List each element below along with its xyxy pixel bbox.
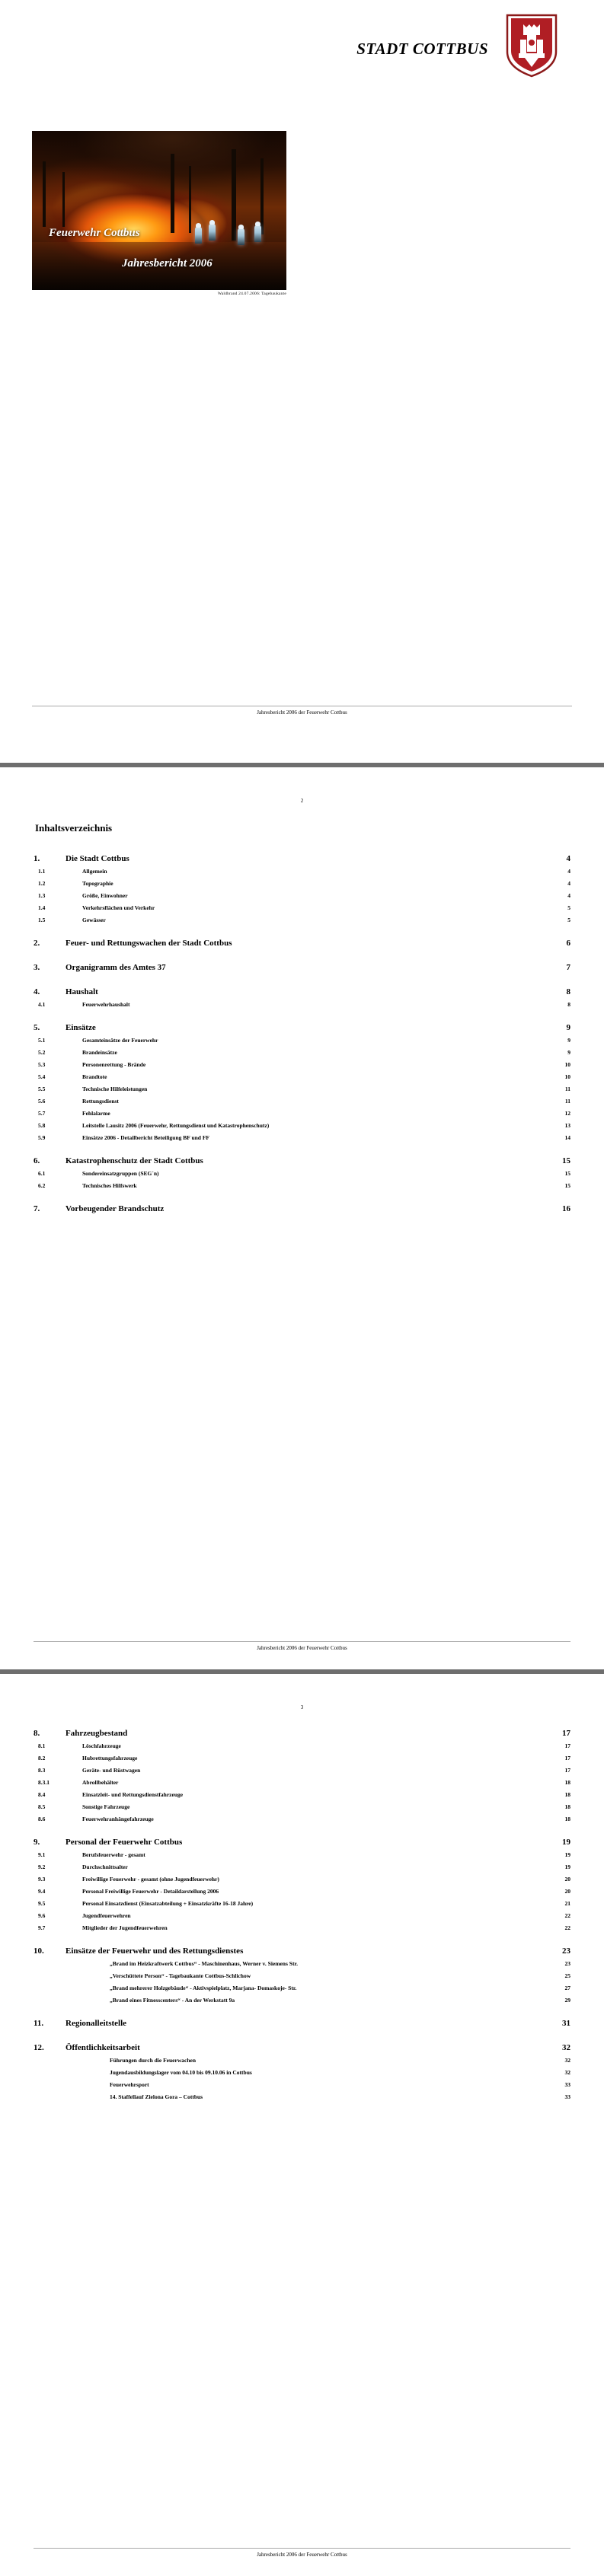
toc-entry-page: 32: [562, 2043, 570, 2052]
toc-entry-label: Einsätze 2006 - Detailbericht Beteiligung BF und FF: [82, 1134, 210, 1141]
toc-entry-page: 29: [564, 1997, 570, 2004]
toc-entry-number: 8.3.1: [38, 1779, 50, 1786]
toc-entry-number: 8.6: [38, 1816, 46, 1822]
toc-entry-page: 6: [566, 939, 570, 948]
toc-entry-number: 11.: [34, 2019, 44, 2028]
toc-entry-label: Brandtote: [82, 1073, 107, 1080]
toc-entry-page: 8: [567, 1001, 570, 1008]
toc-entry-page: 17: [562, 1729, 570, 1738]
toc-entry-label: „Brand eines Fitnesscenters“ - An der Werkstatt 9a: [110, 1997, 235, 2004]
toc-entry-page: 23: [562, 1946, 570, 1956]
toc-entry-label: „Brand im Heizkraftwerk Cottbus“ - Maschinenhaus, Werner v. Siemens Str.: [110, 1960, 298, 1967]
toc-entry-page: 15: [562, 1156, 570, 1165]
toc-entry[interactable]: [34, 1122, 570, 1129]
toc-entry-label: Abrollbehälter: [82, 1779, 119, 1786]
toc-entry-label: Hubrettungsfahrzeuge: [82, 1755, 138, 1761]
toc-entry-page: 32: [564, 2069, 570, 2076]
toc-entry[interactable]: [34, 868, 570, 875]
toc-entry-label: Leitstelle Lausitz 2006 (Feuerwehr, Rettungsdienst und Katastrophenschutz): [82, 1122, 270, 1129]
toc-entry-label: Löschfahrzeuge: [82, 1742, 121, 1749]
toc-entry-page: 17: [564, 1755, 570, 1761]
toc-entry[interactable]: [34, 1960, 570, 1967]
toc-entry-label: Einsätze der Feuerwehr und des Rettungsdienstes: [66, 1946, 244, 1956]
toc-entry-label: Berufsfeuerwehr - gesamt: [82, 1851, 145, 1858]
toc-entry-page: 18: [564, 1779, 570, 1786]
toc-entry-label: Größe, Einwohner: [82, 892, 128, 899]
toc-entry-label: Allgemein: [82, 868, 107, 875]
toc-entry-number: 4.1: [38, 1001, 46, 1008]
toc-entry-page: 4: [567, 892, 570, 899]
cover-page: [0, 0, 604, 763]
toc-entry-label: Brandeinsätze: [82, 1049, 117, 1056]
toc-entry[interactable]: [34, 1779, 570, 1786]
city-title: STADT COTTBUS: [356, 40, 488, 58]
toc-entry-page: 21: [564, 1900, 570, 1907]
toc-entry-page: 4: [566, 854, 570, 863]
toc-entry[interactable]: [34, 1037, 570, 1044]
photo-firefighter: [209, 224, 216, 241]
toc-entry[interactable]: [34, 1791, 570, 1798]
toc-entry-page: 4: [567, 868, 570, 875]
toc-entry-number: 9.2: [38, 1863, 46, 1870]
toc-entry-number: 6.1: [38, 1170, 46, 1177]
toc-entry-label: Durchschnittsalter: [82, 1863, 128, 1870]
toc-entry-label: Feuer- und Rettungswachen der Stadt Cottbus: [66, 939, 232, 948]
toc-entry-label: Feuerwehrhaushalt: [82, 1001, 130, 1008]
toc-entry-page: 5: [567, 904, 570, 911]
toc-entry-number: 9.5: [38, 1900, 46, 1907]
toc-entry-number: 9.6: [38, 1912, 46, 1919]
toc-entry-number: 5.8: [38, 1122, 46, 1129]
toc-entry-page: 19: [564, 1851, 570, 1858]
toc-entry-label: Geräte- und Rüstwagen: [82, 1767, 141, 1774]
toc-entry-label: Fehlalarme: [82, 1110, 110, 1117]
toc-entry-page: 4: [567, 880, 570, 887]
cottbus-coat-of-arms-icon: [505, 14, 558, 78]
cover-header: [0, 0, 604, 91]
toc-entry-label: Freiwillige Feuerwehr - gesamt (ohne Jugendfeuerwehr): [82, 1876, 219, 1883]
toc-entry-page: 33: [564, 2081, 570, 2088]
toc-entry-number: 1.2: [38, 880, 46, 887]
toc-entry-page: 18: [564, 1791, 570, 1798]
toc-entry-page: 20: [564, 1888, 570, 1895]
toc-entry-label: Jugendausbildungslager vom 04.10 bis 09.10.06 in Cottbus: [110, 2069, 252, 2076]
toc-entry-label: 14. Staffellauf Zielona Gora – Cottbus: [110, 2093, 203, 2100]
toc-entry-label: Führungen durch die Feuerwachen: [110, 2057, 196, 2064]
toc-entry[interactable]: [34, 1001, 570, 1008]
toc-entry-label: „Verschüttete Person“ - Tagebaukante Cottbus-Schlichow: [110, 1972, 251, 1979]
photo-smoke-layer: [32, 131, 286, 204]
toc-entry-label: Öffentlichkeitsarbeit: [66, 2043, 140, 2052]
toc-entry[interactable]: [34, 880, 570, 887]
toc-entry-page: 15: [564, 1182, 570, 1189]
toc-entry-number: 10.: [34, 1946, 44, 1956]
toc-entry[interactable]: [34, 1912, 570, 1919]
toc-entry-page: 16: [562, 1204, 570, 1213]
toc-entry-label: Personenrettung - Brände: [82, 1061, 146, 1068]
toc-entry[interactable]: [34, 939, 570, 948]
photo-firefighter: [195, 227, 202, 244]
toc-entry[interactable]: [34, 1086, 570, 1092]
toc-entry-label: Organigramm des Amtes 37: [66, 963, 166, 972]
toc-entry[interactable]: [34, 1816, 570, 1822]
toc-entry-page: 14: [564, 1134, 570, 1141]
toc-entry[interactable]: [34, 1098, 570, 1105]
toc-entry-page: 22: [564, 1912, 570, 1919]
toc-entry[interactable]: [34, 904, 570, 911]
toc-entry-number: 5.4: [38, 1073, 46, 1080]
toc-entry-page: 23: [564, 1960, 570, 1967]
toc-entry-page: 8: [566, 987, 570, 996]
toc-entry[interactable]: [34, 1755, 570, 1761]
toc-entry-label: Rettungsdienst: [82, 1098, 119, 1105]
toc-entry-page: 27: [564, 1985, 570, 1991]
toc-entry-page: 9: [567, 1049, 570, 1056]
toc-entry[interactable]: [34, 1204, 570, 1213]
toc-entry-label: Personal Einsatzdienst (Einsatzabteilung + Einsatzkräfte 16-18 Jahre): [82, 1900, 254, 1907]
photo-tree: [260, 158, 264, 234]
toc-entry-page: 15: [564, 1170, 570, 1177]
toc-entry-number: 1.: [34, 854, 40, 863]
toc-entry-label: Topographie: [82, 880, 113, 887]
toc-entry[interactable]: [34, 1049, 570, 1056]
cover-image-block: [32, 131, 286, 296]
toc-entry-page: 18: [564, 1803, 570, 1810]
toc-entry-page: 10: [564, 1061, 570, 1068]
toc-entry-label: Haushalt: [66, 987, 98, 996]
toc-entry-label: Feuerwehranhängefahrzeuge: [82, 1816, 154, 1822]
toc-list: [34, 1729, 570, 2100]
toc-entry[interactable]: [34, 1985, 570, 1991]
toc-entry[interactable]: [34, 1838, 570, 1847]
toc-entry-label: Technisches Hilfswerk: [82, 1182, 137, 1189]
toc-entry-number: 9.7: [38, 1924, 46, 1931]
toc-entry-label: Die Stadt Cottbus: [66, 854, 129, 863]
toc-entry[interactable]: [34, 1851, 570, 1858]
toc-page-1: [0, 767, 604, 1669]
toc-entry-page: 7: [566, 963, 570, 972]
toc-entry[interactable]: [34, 1803, 570, 1810]
toc-page-2: [0, 1674, 604, 2576]
toc-entry-label: Regionalleitstelle: [66, 2019, 127, 2028]
toc-entry[interactable]: [34, 1876, 570, 1883]
toc-entry[interactable]: [34, 2093, 570, 2100]
toc-entry-label: Technische Hilfeleistungen: [82, 1086, 148, 1092]
photo-tree: [232, 149, 236, 241]
toc-entry-label: „Brand mehrerer Holzgebäude“ - Aktivspielplatz, Marjana- Domaskoje- Str.: [110, 1985, 297, 1991]
toc-entry[interactable]: [34, 2043, 570, 2052]
toc-entry-number: 8.5: [38, 1803, 46, 1810]
photo-tree: [189, 166, 191, 233]
toc-entry[interactable]: [34, 1946, 570, 1956]
photo-tree: [171, 154, 174, 233]
toc-entry-page: 9: [567, 1037, 570, 1044]
toc-entry[interactable]: [34, 854, 570, 863]
toc-entry-number: 5.6: [38, 1098, 46, 1105]
cover-photo-forest-fire: [32, 131, 286, 290]
toc-entry[interactable]: [34, 1061, 570, 1068]
toc-entry[interactable]: [34, 1170, 570, 1177]
toc-entry-label: Verkehrsflächen und Verkehr: [82, 904, 155, 911]
photo-firefighter: [254, 225, 261, 242]
photo-tree: [43, 161, 46, 227]
toc-entry-label: Katastrophenschutz der Stadt Cottbus: [66, 1156, 203, 1165]
toc-entry[interactable]: [34, 1888, 570, 1895]
toc-entry-page: 9: [566, 1023, 570, 1032]
page-number: 2: [300, 798, 304, 804]
toc-entry-label: Fahrzeugbestand: [66, 1729, 128, 1738]
toc-entry-label: Gesamteinsätze der Feuerwehr: [82, 1037, 158, 1044]
toc-entry[interactable]: [34, 1182, 570, 1189]
toc-entry-label: Personal Freiwillige Feuerwehr - Detaildarstellung 2006: [82, 1888, 219, 1895]
toc-entry-page: 31: [562, 2019, 570, 2028]
photo-firefighter: [238, 228, 244, 245]
toc-entry-number: 5.2: [38, 1049, 46, 1056]
toc-entry-page: 19: [562, 1838, 570, 1847]
toc-entry-page: 33: [564, 2093, 570, 2100]
toc-entry-page: 17: [564, 1742, 570, 1749]
page-footer: Jahresbericht 2006 der Feuerwehr Cottbus: [34, 2548, 570, 2558]
toc-entry[interactable]: [34, 1110, 570, 1117]
toc-entry[interactable]: [34, 1900, 570, 1907]
toc-entry-number: 5.: [34, 1023, 40, 1032]
photo-tree: [62, 172, 65, 227]
toc-entry[interactable]: [34, 2057, 570, 2064]
cover-footer: Jahresbericht 2006 der Feuerwehr Cottbus: [32, 706, 572, 716]
toc-entry[interactable]: [34, 1023, 570, 1032]
toc-entry-number: 5.9: [38, 1134, 46, 1141]
toc-entry-label: Feuerwehrsport: [110, 2081, 149, 2088]
toc-entry-number: 1.5: [38, 917, 46, 923]
toc-entry-number: 8.: [34, 1729, 40, 1738]
toc-entry-page: 17: [564, 1767, 570, 1774]
toc-entry[interactable]: [34, 1134, 570, 1141]
toc-entry-label: Vorbeugender Brandschutz: [66, 1204, 165, 1213]
cover-photo-subtitle: Jahresbericht 2006: [122, 257, 213, 269]
toc-entry[interactable]: [34, 1863, 570, 1870]
toc-entry[interactable]: [34, 987, 570, 996]
cover-photo-title: Feuerwehr Cottbus: [49, 227, 140, 239]
toc-entry[interactable]: [34, 1729, 570, 1738]
toc-entry[interactable]: [34, 1997, 570, 2004]
toc-entry-page: 22: [564, 1924, 570, 1931]
toc-entry-page: 10: [564, 1073, 570, 1080]
photo-credit: Waldbrand 24.07.2006: Tagebaukante: [217, 292, 286, 296]
toc-entry-label: Mitglieder der Jugendfeuerwehren: [82, 1924, 168, 1931]
toc-entry-number: 8.4: [38, 1791, 46, 1798]
page-number: 3: [300, 1704, 304, 1710]
toc-entry-number: 6.2: [38, 1182, 46, 1189]
toc-entry[interactable]: [34, 917, 570, 923]
toc-entry-page: 13: [564, 1122, 570, 1129]
toc-entry-number: 9.1: [38, 1851, 46, 1858]
toc-entry[interactable]: [34, 963, 570, 972]
toc-entry-number: 5.5: [38, 1086, 46, 1092]
toc-entry-page: 11: [564, 1098, 570, 1105]
page-footer: Jahresbericht 2006 der Feuerwehr Cottbus: [34, 1641, 570, 1651]
toc-entry-number: 6.: [34, 1156, 40, 1165]
toc-entry-number: 5.1: [38, 1037, 46, 1044]
toc-entry-number: 8.3: [38, 1767, 46, 1774]
toc-heading: Inhaltsverzeichnis: [35, 822, 113, 834]
toc-entry[interactable]: [34, 2019, 570, 2028]
toc-entry-page: 18: [564, 1816, 570, 1822]
toc-entry[interactable]: [34, 892, 570, 899]
toc-entry-page: 5: [567, 917, 570, 923]
toc-entry-page: 19: [564, 1863, 570, 1870]
toc-entry-label: Jugendfeuerwehren: [82, 1912, 131, 1919]
toc-entry-page: 20: [564, 1876, 570, 1883]
toc-entry-page: 25: [564, 1972, 570, 1979]
toc-entry-number: 9.: [34, 1838, 40, 1847]
toc-entry[interactable]: [34, 1073, 570, 1080]
toc-entry[interactable]: [34, 1156, 570, 1165]
toc-entry-label: Sonstige Fahrzeuge: [82, 1803, 130, 1810]
toc-entry-number: 2.: [34, 939, 40, 948]
toc-entry-label: Personal der Feuerwehr Cottbus: [66, 1838, 183, 1847]
toc-entry-page: 11: [564, 1086, 570, 1092]
toc-entry-number: 8.2: [38, 1755, 46, 1761]
toc-entry-number: 12.: [34, 2043, 44, 2052]
toc-entry-page: 32: [564, 2057, 570, 2064]
toc-entry-number: 3.: [34, 963, 40, 972]
toc-entry-label: Einsätze: [66, 1023, 96, 1032]
toc-entry-number: 9.3: [38, 1876, 46, 1883]
toc-entry-label: Sondereinsatzgruppen (SEG´n): [82, 1170, 159, 1177]
toc-entry-number: 8.1: [38, 1742, 46, 1749]
toc-entry-number: 5.7: [38, 1110, 46, 1117]
toc-entry-number: 1.4: [38, 904, 46, 911]
toc-entry[interactable]: [34, 1767, 570, 1774]
toc-entry[interactable]: [34, 2069, 570, 2076]
toc-entry[interactable]: [34, 1924, 570, 1931]
toc-entry-label: Gewässer: [82, 917, 106, 923]
toc-list: [34, 854, 570, 1213]
toc-entry[interactable]: [34, 2081, 570, 2088]
toc-entry-number: 7.: [34, 1204, 40, 1213]
toc-entry[interactable]: [34, 1972, 570, 1979]
toc-entry[interactable]: [34, 1742, 570, 1749]
toc-entry-number: 4.: [34, 987, 40, 996]
toc-entry-page: 12: [564, 1110, 570, 1117]
toc-entry-number: 9.4: [38, 1888, 46, 1895]
toc-entry-number: 1.1: [38, 868, 46, 875]
toc-entry-number: 1.3: [38, 892, 46, 899]
toc-entry-label: Einsatzleit- und Rettungsdienstfahrzeuge: [82, 1791, 184, 1798]
toc-entry-number: 5.3: [38, 1061, 46, 1068]
